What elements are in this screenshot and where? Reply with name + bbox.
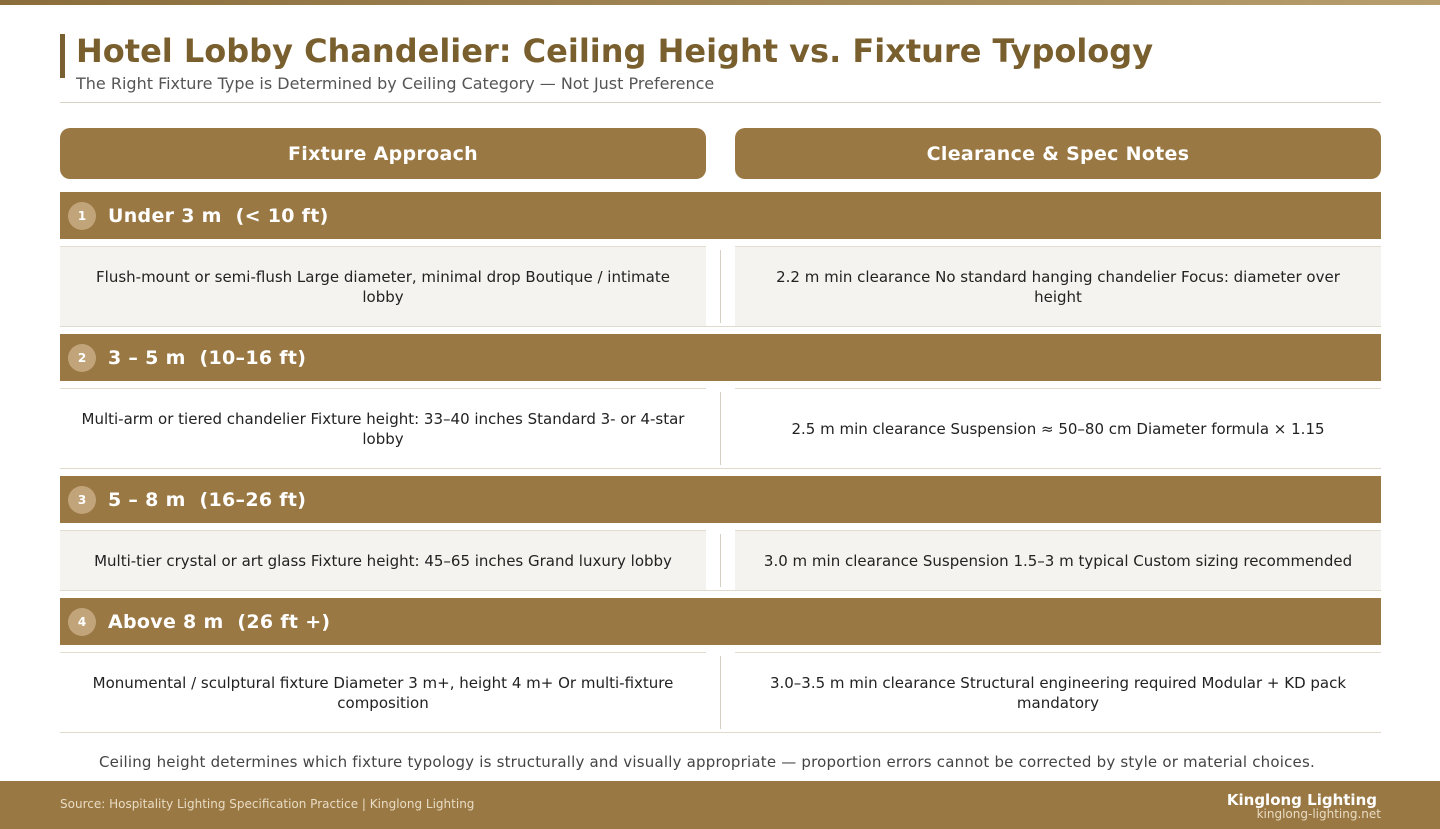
category-row-3 [60,530,1381,591]
page-title: Hotel Lobby Chandelier: Ceiling Height vs. Fixture Typology [76,32,1154,70]
brand-name: Kinglong Lighting [1226,791,1377,809]
category-number-badge: 1 [68,202,96,230]
top-accent-bar [0,0,1440,5]
fixture-approach-cell: Monumental / sculptural fixture Diameter 3 m+, height 4 m+ Or multi-fixture composition [60,652,706,733]
column-header-fixture-approach: Fixture Approach [60,128,706,179]
clearance-notes-cell: 2.5 m min clearance Suspension ≈ 50–80 cm Diameter formula × 1.15 [735,388,1381,469]
row-rule [60,468,1381,469]
category-label: Above 8 m (26 ft +) [108,610,331,633]
column-divider [720,250,721,323]
column-divider [720,534,721,587]
page-subtitle: The Right Fixture Type is Determined by Ceiling Category — Not Just Preference [76,74,715,93]
row-rule [60,590,1381,591]
title-divider [60,102,1381,103]
category-row-4 [60,652,1381,733]
category-band-1 [60,192,1381,239]
fixture-approach-cell: Multi-arm or tiered chandelier Fixture height: 33–40 inches Standard 3- or 4-star lobby [60,388,706,469]
category-row-2 [60,388,1381,469]
footnote: Ceiling height determines which fixture typology is structurally and visually appropriate — proportion errors cannot be corrected by style or material choices. [99,753,1315,771]
row-rule [60,326,1381,327]
category-label: 5 – 8 m (16–26 ft) [108,488,307,511]
column-divider [720,656,721,729]
category-label: Under 3 m (< 10 ft) [108,204,329,227]
category-number-badge: 2 [68,344,96,372]
category-row-1 [60,246,1381,327]
category-number-badge: 4 [68,608,96,636]
column-divider [720,392,721,465]
row-rule [60,732,1381,733]
category-label: 3 – 5 m (10–16 ft) [108,346,307,369]
column-header-clearance-spec: Clearance & Spec Notes [735,128,1381,179]
footer-bar [0,781,1440,829]
fixture-approach-cell: Multi-tier crystal or art glass Fixture height: 45–65 inches Grand luxury lobby [60,530,706,591]
category-band-4 [60,598,1381,645]
brand-url: kinglong-lighting.net [1256,807,1381,821]
clearance-notes-cell: 3.0 m min clearance Suspension 1.5–3 m typical Custom sizing recommended [735,530,1381,591]
category-number-badge: 3 [68,486,96,514]
category-band-3 [60,476,1381,523]
clearance-notes-cell: 2.2 m min clearance No standard hanging chandelier Focus: diameter over height [735,246,1381,327]
source-credit: Source: Hospitality Lighting Specification Practice | Kinglong Lighting [60,797,475,811]
category-band-2 [60,334,1381,381]
clearance-notes-cell: 3.0–3.5 m min clearance Structural engineering required Modular + KD pack mandatory [735,652,1381,733]
title-accent-bar [60,34,65,78]
fixture-approach-cell: Flush-mount or semi-flush Large diameter, minimal drop Boutique / intimate lobby [60,246,706,327]
